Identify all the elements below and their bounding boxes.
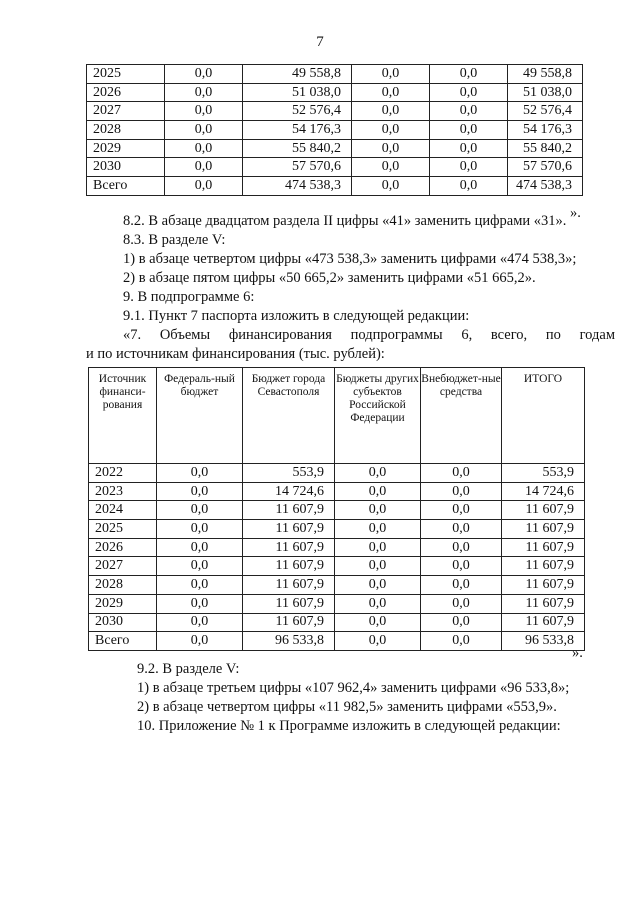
year-cell: 2024 xyxy=(89,501,157,520)
value-cell: 0,0 xyxy=(165,139,243,158)
table-row xyxy=(87,139,583,158)
value-cell: 0,0 xyxy=(421,632,502,651)
page-number: 7 xyxy=(316,34,324,50)
table-row xyxy=(89,632,585,651)
value-cell: 0,0 xyxy=(157,538,243,557)
paragraph-9-2: 9.2. В разделе V: xyxy=(137,661,240,677)
value-cell: 14 724,6 xyxy=(243,482,335,501)
value-cell: 14 724,6 xyxy=(502,482,585,501)
value-cell: 49 558,8 xyxy=(243,65,352,84)
value-cell: 96 533,8 xyxy=(502,632,585,651)
value-cell: 11 607,9 xyxy=(243,594,335,613)
value-cell: 0,0 xyxy=(421,464,502,483)
value-cell: 0,0 xyxy=(421,557,502,576)
table-row xyxy=(89,520,585,539)
value-cell: 0,0 xyxy=(157,632,243,651)
value-cell: 0,0 xyxy=(335,594,421,613)
year-cell: 2025 xyxy=(89,520,157,539)
value-cell: 0,0 xyxy=(157,482,243,501)
table-row xyxy=(87,158,583,177)
value-cell: 55 840,2 xyxy=(508,139,583,158)
value-cell: 11 607,9 xyxy=(502,576,585,595)
value-cell: 474 538,3 xyxy=(243,177,352,196)
table-row xyxy=(89,557,585,576)
column-header: Бюджет города Севастополя xyxy=(243,368,335,464)
value-cell: 0,0 xyxy=(352,158,430,177)
table1-closing-quote: ». xyxy=(570,205,581,221)
value-cell: 11 607,9 xyxy=(502,613,585,632)
value-cell: 54 176,3 xyxy=(243,121,352,140)
value-cell: 0,0 xyxy=(165,121,243,140)
value-cell: 51 038,0 xyxy=(243,83,352,102)
year-cell: 2027 xyxy=(89,557,157,576)
value-cell: 51 038,0 xyxy=(508,83,583,102)
value-cell: 11 607,9 xyxy=(502,594,585,613)
column-header: Федераль-ный бюджет xyxy=(157,368,243,464)
value-cell: 0,0 xyxy=(352,102,430,121)
value-cell: 11 607,9 xyxy=(502,538,585,557)
table-row xyxy=(89,538,585,557)
value-cell: 0,0 xyxy=(430,83,508,102)
value-cell: 0,0 xyxy=(157,594,243,613)
year-cell: 2029 xyxy=(87,139,165,158)
year-cell: 2028 xyxy=(87,121,165,140)
value-cell: 553,9 xyxy=(243,464,335,483)
value-cell: 0,0 xyxy=(335,538,421,557)
value-cell: 0,0 xyxy=(335,464,421,483)
value-cell: 0,0 xyxy=(335,557,421,576)
value-cell: 0,0 xyxy=(430,121,508,140)
value-cell: 11 607,9 xyxy=(243,557,335,576)
table-row xyxy=(87,121,583,140)
value-cell: 0,0 xyxy=(165,177,243,196)
value-cell: 96 533,8 xyxy=(243,632,335,651)
value-cell: 49 558,8 xyxy=(508,65,583,84)
year-cell: 2026 xyxy=(89,538,157,557)
value-cell: 0,0 xyxy=(421,576,502,595)
paragraph-8-2: 8.2. В абзаце двадцатом раздела II цифры «41» заменить цифрами «31». xyxy=(123,213,567,229)
table-row xyxy=(89,464,585,483)
paragraph-9: 9. В подпрограмме 6: xyxy=(123,289,255,305)
table-row xyxy=(89,482,585,501)
year-cell: 2026 xyxy=(87,83,165,102)
value-cell: 11 607,9 xyxy=(502,520,585,539)
paragraph-9-2-item1: 1) в абзаце третьем цифры «107 962,4» заменить цифрами «96 533,8»; xyxy=(137,680,570,696)
value-cell: 0,0 xyxy=(157,464,243,483)
value-cell: 0,0 xyxy=(335,613,421,632)
financing-table-subprogram-6 xyxy=(88,367,585,651)
year-cell: 2023 xyxy=(89,482,157,501)
table2-closing-quote: ». xyxy=(572,645,583,661)
paragraph-7-quote-line2: и по источникам финансирования (тыс. рублей): xyxy=(86,346,385,362)
financing-table-continued xyxy=(86,64,583,196)
table-row xyxy=(89,501,585,520)
paragraph-8-3-item2: 2) в абзаце пятом цифры «50 665,2» заменить цифрами «51 665,2». xyxy=(123,270,536,286)
value-cell: 57 570,6 xyxy=(243,158,352,177)
paragraph-7-quote-line1: «7. Объемы финансирования подпрограммы 6, всего, по годам xyxy=(123,327,615,343)
value-cell: 0,0 xyxy=(165,158,243,177)
paragraph-9-1: 9.1. Пункт 7 паспорта изложить в следующей редакции: xyxy=(123,308,470,324)
value-cell: 0,0 xyxy=(157,520,243,539)
value-cell: 55 840,2 xyxy=(243,139,352,158)
table-row xyxy=(87,177,583,196)
value-cell: 0,0 xyxy=(430,139,508,158)
value-cell: 0,0 xyxy=(352,83,430,102)
column-header: Источник финанси-рования xyxy=(89,368,157,464)
value-cell: 0,0 xyxy=(430,158,508,177)
value-cell: 0,0 xyxy=(335,482,421,501)
value-cell: 0,0 xyxy=(157,557,243,576)
value-cell: 52 576,4 xyxy=(243,102,352,121)
value-cell: 52 576,4 xyxy=(508,102,583,121)
value-cell: 0,0 xyxy=(335,501,421,520)
value-cell: 0,0 xyxy=(157,501,243,520)
paragraph-8-3: 8.3. В разделе V: xyxy=(123,232,226,248)
year-cell: 2029 xyxy=(89,594,157,613)
table-row xyxy=(89,576,585,595)
value-cell: 0,0 xyxy=(430,102,508,121)
table-row xyxy=(87,65,583,84)
value-cell: 0,0 xyxy=(352,177,430,196)
value-cell: 0,0 xyxy=(421,520,502,539)
year-cell: 2027 xyxy=(87,102,165,121)
column-header: ИТОГО xyxy=(502,368,585,464)
value-cell: 11 607,9 xyxy=(243,520,335,539)
value-cell: 0,0 xyxy=(421,538,502,557)
year-cell: 2022 xyxy=(89,464,157,483)
paragraph-9-2-item2: 2) в абзаце четвертом цифры «11 982,5» заменить цифрами «553,9». xyxy=(137,699,557,715)
value-cell: 0,0 xyxy=(421,501,502,520)
table-row xyxy=(89,613,585,632)
year-cell: 2030 xyxy=(89,613,157,632)
value-cell: 0,0 xyxy=(421,613,502,632)
year-cell: 2028 xyxy=(89,576,157,595)
value-cell: 11 607,9 xyxy=(502,501,585,520)
value-cell: 54 176,3 xyxy=(508,121,583,140)
value-cell: 11 607,9 xyxy=(243,576,335,595)
value-cell: 0,0 xyxy=(352,139,430,158)
year-cell: 2025 xyxy=(87,65,165,84)
value-cell: 0,0 xyxy=(421,594,502,613)
table-row xyxy=(87,102,583,121)
value-cell: 0,0 xyxy=(165,102,243,121)
value-cell: 11 607,9 xyxy=(243,538,335,557)
value-cell: 11 607,9 xyxy=(502,557,585,576)
value-cell: 0,0 xyxy=(157,613,243,632)
table-row xyxy=(87,83,583,102)
value-cell: 0,0 xyxy=(165,65,243,84)
value-cell: 0,0 xyxy=(335,520,421,539)
value-cell: 0,0 xyxy=(430,65,508,84)
value-cell: 474 538,3 xyxy=(508,177,583,196)
value-cell: 0,0 xyxy=(165,83,243,102)
column-header: Бюджеты других субъектов Российской Федерации xyxy=(335,368,421,464)
value-cell: 0,0 xyxy=(157,576,243,595)
value-cell: 553,9 xyxy=(502,464,585,483)
value-cell: 0,0 xyxy=(430,177,508,196)
value-cell: 0,0 xyxy=(335,632,421,651)
value-cell: 0,0 xyxy=(421,482,502,501)
value-cell: 57 570,6 xyxy=(508,158,583,177)
value-cell: 11 607,9 xyxy=(243,501,335,520)
paragraph-10: 10. Приложение № 1 к Программе изложить в следующей редакции: xyxy=(137,718,561,734)
value-cell: 0,0 xyxy=(352,65,430,84)
year-cell: Всего xyxy=(89,632,157,651)
table-row xyxy=(89,594,585,613)
column-header: Внебюджет-ные средства xyxy=(421,368,502,464)
value-cell: 0,0 xyxy=(352,121,430,140)
value-cell: 11 607,9 xyxy=(243,613,335,632)
year-cell: 2030 xyxy=(87,158,165,177)
paragraph-8-3-item1: 1) в абзаце четвертом цифры «473 538,3» заменить цифрами «474 538,3»; xyxy=(123,251,577,267)
year-cell: Всего xyxy=(87,177,165,196)
value-cell: 0,0 xyxy=(335,576,421,595)
